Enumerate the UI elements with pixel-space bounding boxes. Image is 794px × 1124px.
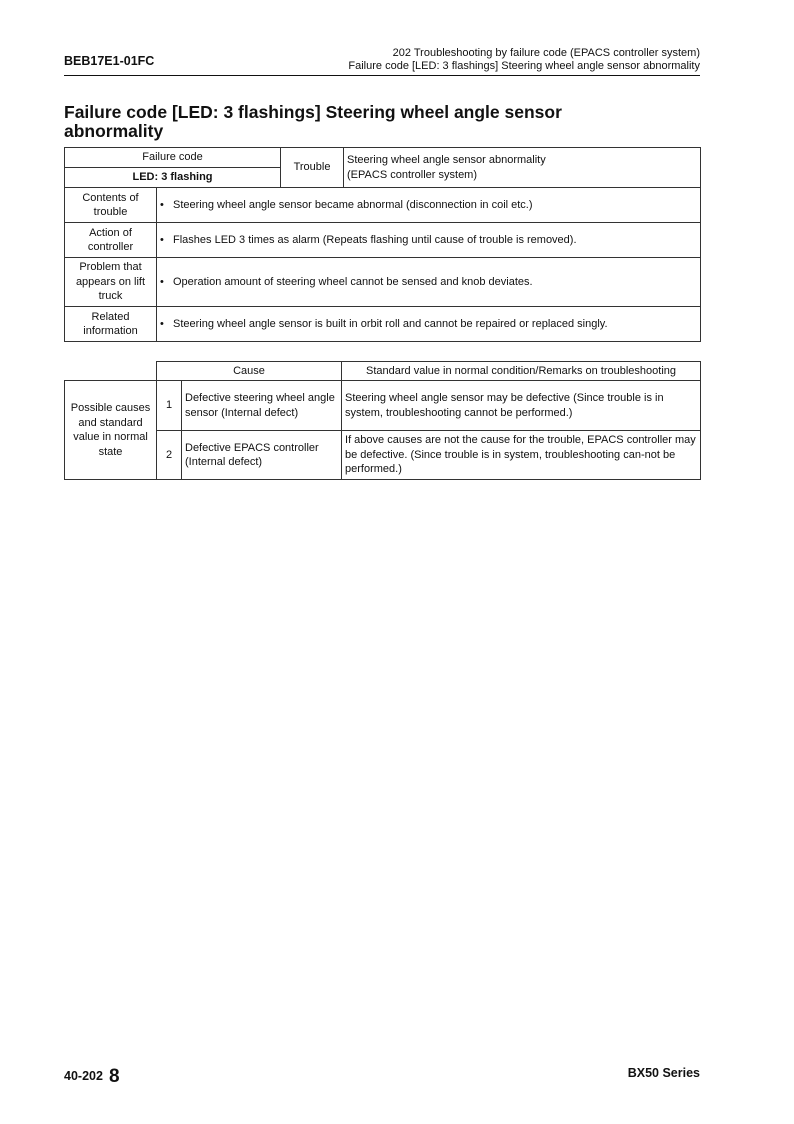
page-number: 40-202 xyxy=(64,1069,103,1083)
table-row xyxy=(65,188,701,223)
corner-cell xyxy=(65,362,157,381)
doc-code: BEB17E1-01FC xyxy=(64,54,155,68)
failure-code-value: LED: 3 flashing xyxy=(65,168,281,188)
row-text: Steering wheel angle sensor became abnormal (disconnection in coil etc.) xyxy=(173,198,533,211)
failure-code-label: Failure code xyxy=(65,148,281,168)
remark-text: Steering wheel angle sensor may be defective (Since trouble is in system, troubleshooting cannot be performed.) xyxy=(342,381,701,431)
remark-text: If above causes are not the cause for the trouble, EPACS controller may be defective. (Since trouble is in system, troubleshooting can-not be performed.) xyxy=(342,431,701,480)
section-header xyxy=(348,47,700,73)
footer-series: BX50 Series xyxy=(627,1066,700,1080)
cause-number: 2 xyxy=(157,431,182,480)
bullet-mark: • xyxy=(160,275,164,288)
bullet-mark: • xyxy=(160,317,164,330)
header-rule xyxy=(64,75,700,76)
cause-number: 1 xyxy=(157,381,182,431)
row-content xyxy=(157,258,701,307)
page-title: Failure code [LED: 3 flashings] Steering wheel angle sensor abnormality xyxy=(64,102,562,141)
possible-causes-label: Possible causes and standard value in normal state xyxy=(65,381,157,480)
row-label: Related information xyxy=(65,307,157,342)
causes-table xyxy=(64,361,701,480)
row-content xyxy=(157,223,701,258)
subsection-title: Failure code [LED: 3 flashings] Steering wheel angle sensor abnormality xyxy=(348,60,700,72)
table-row xyxy=(65,381,701,431)
table-row xyxy=(65,431,701,480)
row-label: Problem that appears on lift truck xyxy=(65,258,157,307)
row-content xyxy=(157,307,701,342)
trouble-line-1: Steering wheel angle sensor abnormality xyxy=(347,154,546,166)
row-text: Steering wheel angle sensor is built in orbit roll and cannot be repaired or replaced singly. xyxy=(173,317,608,330)
footer-page xyxy=(64,1064,120,1086)
bullet-mark: • xyxy=(160,233,164,246)
cause-text: Defective steering wheel angle sensor (Internal defect) xyxy=(182,381,342,431)
remarks-header: Standard value in normal condition/Remarks on troubleshooting xyxy=(342,362,701,381)
trouble-line-2: (EPACS controller system) xyxy=(347,168,478,181)
row-label: Contents of trouble xyxy=(65,188,157,223)
cause-header: Cause xyxy=(157,362,342,381)
row-content xyxy=(157,188,701,223)
revision-number: 8 xyxy=(108,1066,120,1087)
trouble-description xyxy=(344,148,701,188)
row-text: Flashes LED 3 times as alarm (Repeats flashing until cause of trouble is removed). xyxy=(173,233,577,246)
trouble-label: Trouble xyxy=(281,148,344,188)
table-row xyxy=(65,258,701,307)
row-label: Action of controller xyxy=(65,223,157,258)
cause-text: Defective EPACS controller (Internal defect) xyxy=(182,431,342,480)
row-text: Operation amount of steering wheel cannot be sensed and knob deviates. xyxy=(173,275,533,288)
section-title: 202 Troubleshooting by failure code (EPACS controller system) xyxy=(392,47,700,59)
bullet-mark: • xyxy=(160,198,164,211)
table-row xyxy=(65,307,701,342)
table-row xyxy=(65,223,701,258)
failure-info-table xyxy=(64,147,701,342)
